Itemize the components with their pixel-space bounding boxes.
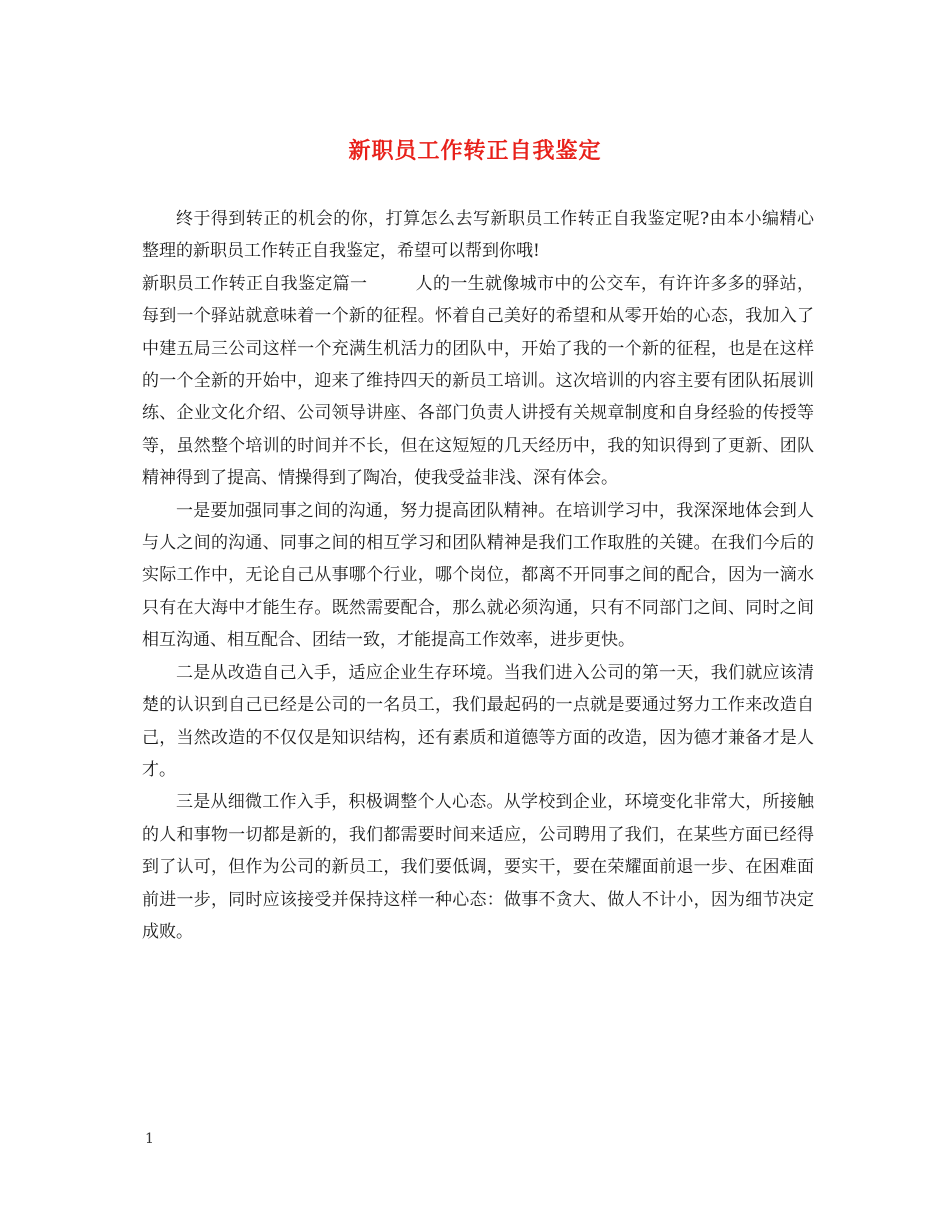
section-first-paragraph: 人的一生就像城市中的公交车，有许许多多的驿站，每到一个驿站就意味着一个新的征程。怀着自己美好的希望和从零开始的心态，我加入了中建五局三公司这样一个充满生机活力的团队中，开始了我的一个新的征程，也是在这样的一个全新的开始中，迎来了维持四天的新员工培训。这次培训的内容主要有团队拓展训练、企业文化介绍、公司领导讲座、各部门负责人讲授有关规章制度和自身经验的传授等等，虽然整个培训的时间并不长，但在这短短的几天经历中，我的知识得到了更新、团队精神得到了提高、情操得到了陶冶，使我受益非浅、深有体会。 (142, 273, 815, 489)
intro-paragraph: 终于得到转正的机会的你，打算怎么去写新职员工作转正自我鉴定呢?由本小编精心整理的新职员工作转正自我鉴定，希望可以帮到你哦! (142, 209, 814, 262)
page-number: 1 (145, 1131, 154, 1147)
body-paragraph-1: 一是要加强同事之间的沟通，努力提高团队精神。在培训学习中，我深深地体会到人与人之间的沟通、同事之间的相互学习和团队精神是我们工作取胜的关键。在我们今后的实际工作中，无论自己从事哪个行业，哪个岗位，都离不开同事之间的配合，因为一滴水只有在大海中才能生存。既然需要配合，那么就必须沟通，只有不同部门之间、同时之间相互沟通、相互配合、团结一致，才能提高工作效率，进步更快。 (142, 500, 814, 651)
page-title: 新职员工作转正自我鉴定 (348, 138, 602, 164)
section-paragraph (142, 268, 814, 495)
body-paragraph-3: 三是从细微工作入手，积极调整个人心态。从学校到企业，环境变化非常大，所接触的人和事物一切都是新的，我们都需要时间来适应，公司聘用了我们，在某些方面已经得到了认可，但作为公司的新员工，我们要低调，要实干，要在荣耀面前退一步、在困难面前进一步，同时应该接受并保持这样一种心态：做事不贪大、做人不计小，因为细节决定成败。 (142, 792, 814, 942)
section-heading: 新职员工作转正自我鉴定篇一 (142, 273, 368, 294)
document-body (142, 203, 814, 948)
body-paragraph-2: 二是从改造自己入手，适应企业生存环境。当我们进入公司的第一天，我们就应该清楚的认识到自己已经是公司的一名员工，我们最起码的一点就是要通过努力工作来改造自己，当然改造的不仅仅是知识结构，还有素质和道德等方面的改造，因为德才兼备才是人才。 (142, 662, 814, 780)
